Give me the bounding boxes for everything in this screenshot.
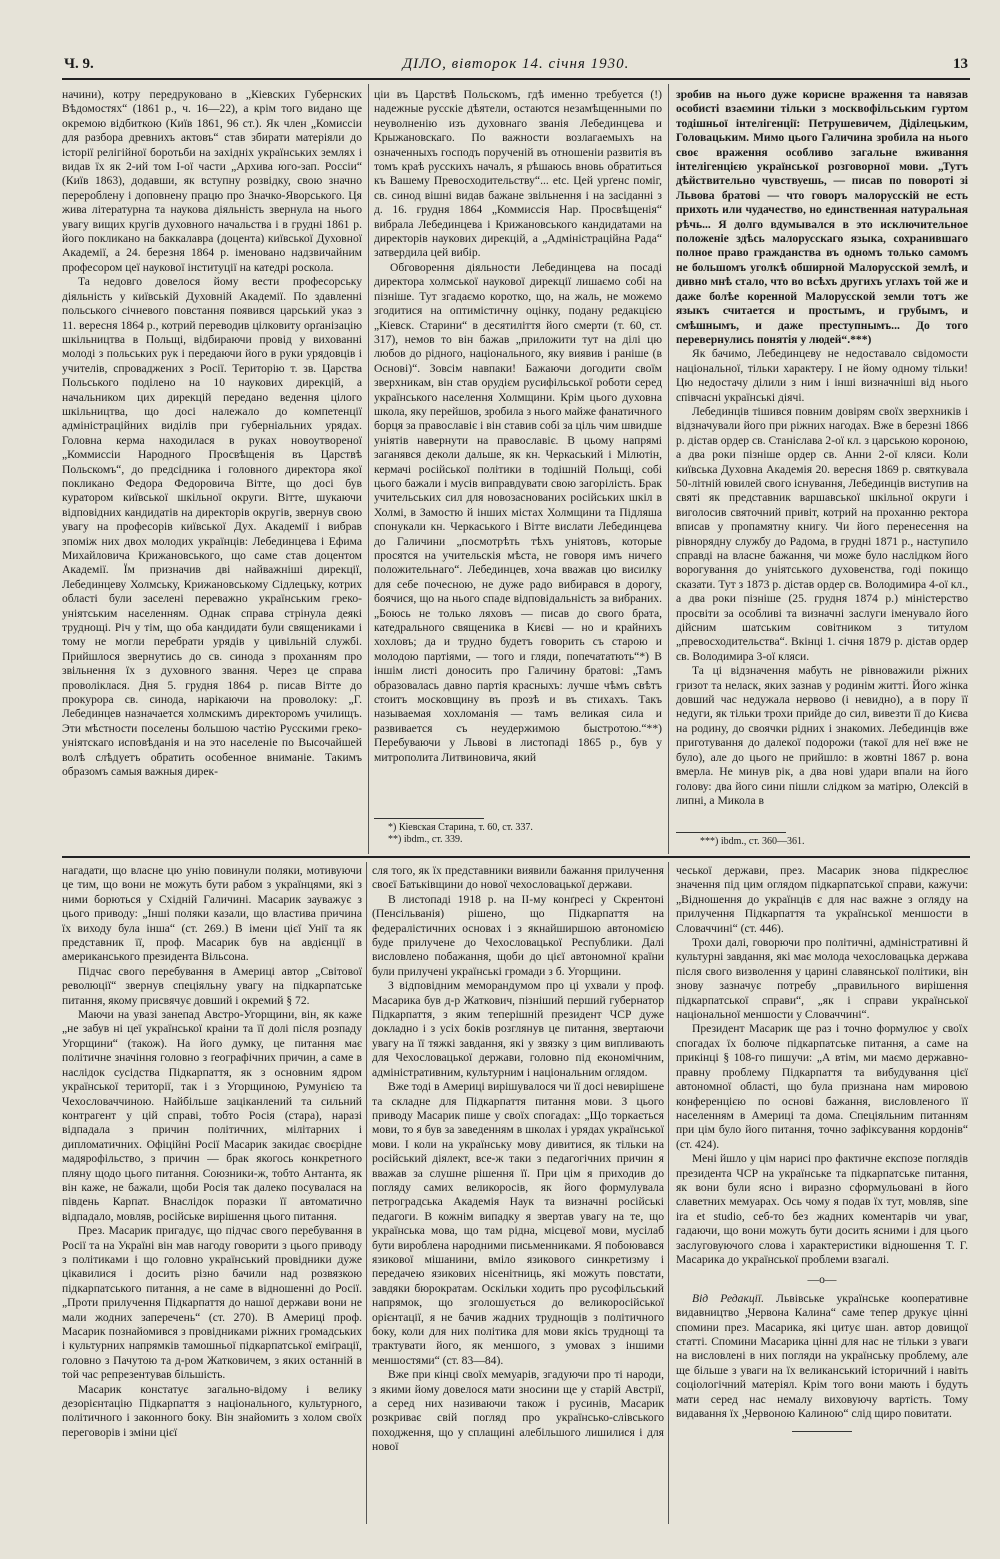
paragraph: Масарик констатує загально-відому і велику дезорієнтацію Підкарпаття з національного, культурного, політичного і законного боку. Він знайомить з холом своїх переговорів і зміни цієї (62, 1382, 362, 1439)
footnote-col3: ***) ibdm., ст. 360—361. (700, 836, 805, 847)
paragraph: Обговорення діяльности Лебединцева на посаді директора холмської наукової дирекції лишаємо собі на пізніше. Тут згадаємо коротко, що, на жаль, не можемо згодитися на оптимістичну оцінку, подану редакцією „Кіевск. Старини“ в десятиліття його смерти (т. 60, ст. 317), немов то він бажав „приложити тут на ділі цю любов до рідного, національного, яку виявив і раніше (в Основі)“. Зовсім навпаки! Бажаючи догодити своїм зверхникам, він став орудієм русифільської роботи серед українського населення Холмщини. Крім цього духовна школа, яку перейшов, зробила з нього майже фанатичного борця за православіє і він ставив собі за ціль чим швидше уніятів навернути на православіє. В цьому напрямі заганявся деколи дальше, як кн. Черкаський і Мілютін, кермачі російської політики в тодішній Польщі, собі цього бажали і мусів виправдувати свою загорілість. Брак учительських сил для новозаснованих російських шкіл в Холмі, в Замостю й інших містах Холмщини та Підляша спонукали кн. Черкаського і Вітте вислати Лебединцева до Галичини „посмотрѣть тѣхъ уніятовъ, которые просятся на учительскія мѣста, не говоря имъ ничего положительнаго“. Лебединцев, хоча вважав цю висилку для себе почесною, не дуже радо вибирався в дорогу, боячися, що на нього спаде відповідальність за вибраних. „Боюсь не только ляховъ — писав до свого брата, катедрального священика в Києві — но и крайнихъ хохловъ; да и трудно будетъ говорить съ старою и молодою партіями, — того и гляди, попечататють“*) В іншім листі доносить про Галичину братові: „Тамъ образовалась давно партія красныхъ: лучше чѣмъ свѣтъ стоитъ московщину въ прозѣ и въ стихахъ. Такъ называемая хохломанія — тамъ великая сила и развивается съ неудержимою быстротою.“**) Перебуваючи у Львові в листопаді 1865 р., був у митрополита Литвиновича, який (374, 260, 662, 764)
paragraph: зробив на нього дуже корисне враження та навязав особисті взаємини тільки з москвофільським гуртом тодішньої інтелігенції: Петрушевичем, Діділецьким, Головацьким. Мимо цього Галичина зробила на нього своє враження особливо загальне вживання інтелігенцією української розговорної мови. „Тутъ дѣйствительно чувствуешь, — писав по повороті зі Львова братові — что говоръ малорусскій не есть прихоть или чудачество, но единственная натуральная рѣчь... Я долго вдумывался в это исключительное положеніе здѣсь малорусскаго языка, сохранившаго полное право гражданства въ одномъ только самомъ не большомъ уголкѣ обширной Малорусской землѣ, и дивно мнѣ стало, что во всѣхъ другихъ углахъ той же и даже болѣе коренной Малорусской земли тотъ же языкъ считается и простымъ, и грубымъ, и смѣшнымъ, и даже преступнымъ... До того перевернулись понятія у людей“.***) (676, 88, 968, 346)
end-rule (792, 1431, 852, 1432)
paragraph: ціи въ Царствѣ Польскомъ, гдѣ именно требуется (!) надежные русскіе дѣятели, остаются незамѣщенными по неуволненію изъ духовнаго званія Лебединцева и Крыжановскаго. По важности возлагаемыхъ на означенныхъ господъ порученій въ отношеніи развитія въ томъ краѣ русскихъ началъ, я рѣшаюсь вновь обратиться къ Вашему Превосходительству“... etc. Цей урґенс поміг, св. синод вішні видав бажане звільнення і на засіданні з д. 16. грудня 1864 „Коммиссія Нар. Просвѣщенія“ вибрала Лебединцева і Крижановського кандидатами на директорів наукових дирекцій, а „Адміністраційна Рада“ затвердила цей вибір. (374, 88, 662, 260)
section-divider (62, 856, 970, 858)
footnote-rule (374, 818, 484, 819)
page-header (62, 56, 970, 80)
footnote: *) Кіевская Старина, т. 60, ст. 337. (388, 822, 533, 833)
paragraph: З відповідним меморандумом про ці ухвали у проф. Масарика був д-р Жаткович, пізніший перший губернатор Підкарпаття, з яким теперішній президент ЧСР дуже докладно і з усіх боків розглянув це питання, звертаючи увагу на її тяжкі завдання, які у звязку з цим випливають для Чехословацької держави, головно під економічним, адміністративним, культурним і національним оглядом. (372, 979, 664, 1079)
paragraph: Та ці відзначення мабуть не рівноважили ріжних гризот та неласк, яких зазнав у родинім житті. Його жінка довший час недужала нервово (і невидно), а в пору її недуги, як тільки трохи прийде до сил, вивезти її до Києва на родину, до своячки рідних і знакомих. Лебединців вже приготування до далекої подорожи (такої для неї вже не було), але до цього не прийшло: в жовтні 1867 р. вона вмерла. Не минув рік, а два нові удари впали на його голову: два його сини пішли слідком за матірю, Олексій в липні, а Микола в (676, 664, 968, 807)
editorial-note (676, 1292, 968, 1422)
bottom-column-3 (676, 864, 968, 1524)
footnote: **) ibdm., ст. 339. (388, 834, 463, 845)
section-ornament: —o— (807, 1273, 837, 1287)
paragraph: сля того, як їх представники виявили бажання прилучення своєї Батьківщини до нової чехословацької держави. (372, 864, 664, 892)
paragraph: Маючи на увазі занепад Австро-Угорщини, він, як каже „не забув ні цеї української краіни та її долі після розпаду Угорщини“ (також). На його думку, це питання має політичне значіння головно з ґеографічних причин, а саме в наслідок сусідства Підкарпаття, як з основним ядром української території, так і з Угорщиною, Румунією та Чехословаччиною. Найбільше заціканлений та сильний контрагент у цій справі, тобто Росія (стара), наразі відпадала з причин політичних, мілітарних і дипломатичних. Офіційні Росії Масарик закидає своєрідне мадярофільство, з причин — брак якогось конкретного пляну щодо цього питання. Союзники-ж, тобто Антанта, як він каже, не бажали, щоби Росія так далеко посувалася на південь Карпат. Внаслідок поразки її автоматично відпадало, мовляв, російське вирішення цього питання. (62, 1008, 362, 1223)
paragraph: Підчас свого перебування в Америці автор „Світової революції“ звернув спеціяльну увагу на підкарпатське питання, якому присвячує довший і окремий § 72. (62, 964, 362, 1007)
top-column-2 (374, 88, 662, 810)
paragraph: нагадати, що власне цю унію повинули поляки, мотивуючи це тим, що вони не можуть бути рабом з українцями, які з ними борються у Східній Галичині. Масарик зауважує з цього приводу: „Інші поляки казали, що властива причина їх виходу була інша“ (ст. 269.) В імени цієї Унії та як представник її, проф. Масарик був на авдієнції в американського президента Вільсона. (62, 864, 362, 964)
column-divider (366, 862, 367, 1524)
paragraph: През. Масарик пригадує, що підчас свого перебування в Росії та на Україні він мав нагоду говорити з цього приводу з політиками і що головно український провідники дуже цікавилися і досить різно бачили над розвязкою підкарпатського питання, а не саме в відношенні до Росії. „Проти прилучення Підкарпаття до нашої держави вони не мали жодних заперечень“ (ст. 270). В Америці проф. Масарик познайомився з провідниками ріжних громадських і культурних напрямків тамошньої підкарпатської еміґрації, головно з Пачутою та д-ром Жатковичем, з яких останній в той час репрезентував більшість. (62, 1224, 362, 1382)
paragraph: В листопаді 1918 р. на ІІ-му конґресі у Скрентоні (Пенсільванія) рішено, що Підкарпаття на федералістичних основах і з якнайширшою автономією буде прилучене до Чехословацької Республики. Далі висловлено побажання, щоби до цієї автономної країни були прилучені українські громади з б. Угорщини. (372, 892, 664, 978)
paragraph: Лебединців тішився повним довірям своїх зверхників і відзначували його при ріжних нагодах. Вже в березні 1866 р. дістав ордер св. Станіслава 2-ої кл. з царською короною, а два роки пізніше ордер св. Анни 2-ої кляси. Коли київська Духовна Академія 20. вересня 1869 р. святкувала 50-літній ювилей свого існування, Лебединців виступив на святі як представник варшавської шкільної округи і виголосив святочний привіт, котрий на проханню ректора вписав у пропамятну книгу. Чи його перенесення на рівнорядну службу до Радома, в грудні 1871 р., наступило справді на власне бажання, чи може було наслідком його ворогування до уніятського духовенства, годі покищо сказати. Тут з 1873 р. дістав ордер св. Володимира 4-ої кл., а два роки пізніше (25. грудня 1874 р.) міністерство просвіти за особливі та визначні заслуги іменувало його дійсним шатським совітником з титулом „превосходительства“. Вкінці 1. січня 1879 р. дістав ордер св. Володимира 3-ої кляси. (676, 404, 968, 663)
paragraph: Вже при кінці своїх мемуарів, згадуючи про ті народи, з якими йому довелося мати зносини ще у старій Австрії, а серед них називаючи також і русинів, Масарик розкриває свій погляд про українсько-слівського походження, що у сплащині алебільшого лишилися і для нової (372, 1368, 664, 1454)
paragraph: Трохи далі, говорючи про політичні, адміністративні й культурні завдання, які має молода чехословацька держава після свого визволення у царині славянської політики, він знову зазначує потребу „правильного вирішення підкарпатської справи“, „як і справи української національної меншости у Словаччині“. (676, 936, 968, 1022)
masthead-title: ДІЛО, вівторок 14. січня 1930. (402, 56, 630, 72)
column-divider (668, 862, 669, 1524)
bottom-column-2 (372, 864, 664, 1524)
paragraph: Мені йшло у цім нарисі про фактичне експозе поглядів президента ЧСР на українське та підкарпатське питання, як вони були ясно і виразно сформульовані в його славетних мемуарах. Ось чому я подав їх тут, мовляв, sine ira et studio, себ-то без жадних коментарів чи уваг, гадаючи, що вони можуть бути досить ясними і для цього заслуговуючого слова і характеристики відношення Т. Г. Масарика до української проблеми взагалі. (676, 1152, 968, 1266)
paragraph: Вже тоді в Америці вирішувалося чи її досі невирішене та складне для Підкарпаття питання мови. З цього приводу Масарик пише у своїх спогадах: „Що торкається мови, то я був за заведенням в школах і урядах української мови. І коли на українську мову дивитися, як тільки на російський діялект, все-ж таки з педагогічних причин я вважав за слушне рішення її. При цім я приходив до погляду самих великоросів, як його формулувала петроградська Академія Наук та визначні російські педагоги. В кожнім випадку я звертав увагу на те, що українська мова, що там рідна, місцевої мови, мусілаб бути вироблена народними письменниками. Я побоювався язикової мішанини, вміло язикового синкретизму і передачею язикових нісенітниць, які можуть повстати, завдяки бюрократам. Оскільки ходить про русофільський напрямок, що зголошується до великоросійської орієнтації, я не бачив жадних труднощів з політичного боку, коли для них політика для мови якісь труднощі та трактувати його, як меншого, з умовах з іншими меншостями“ (ст. 83—84). (372, 1080, 664, 1367)
page-number: 13 (953, 56, 968, 72)
editorial-lead: Від Редакції. (692, 1291, 765, 1305)
paragraph: Як бачимо, Лебединцеву не недоставало свідомости національної, тільки характеру. І не йому одному тільки! Цю недостачу ділили з ним і інші визначніші від нього співчасні українські діячі. (676, 347, 968, 404)
footnotes-col2 (388, 822, 658, 846)
column-divider (368, 84, 369, 854)
paragraph: начини), котру передруковано в „Кіевских Губернских Вѣдомостях“ (1861 р., ч. 16—22), а крім того видано ще окремою відбиткою (Київ 1861, 96 ст.). Як член „Комиссіи для разбора древнихъ актовъ“ став збирати матеріяли до історії релігійної боротьби на західніх українських землях і видав їх як 2-ий том І-ої части „Архива юго-зап. Россіи“ (Київ 1863), додавши, як вступну розвідку, свою значно перероблену і доповнену працю про Значко-Яворського. Ця жива літературна та наукова діяльність звернула на нього увагу вищих кругів духовного начальства і в грудні 1861 р. його покликано на баккалавра (доцента) київської Духовної Академії, а 24. березня 1864 р. іменовано надзвичайним професором цеї наукової інституції на катедрі роскола. (62, 88, 362, 274)
paragraph: чеської держави, през. Масарик знова підкреслює значення під цим оглядом підкарпатської справи, кажучи: „Відношення до українців є для нас важне з огляду на прилучення Підкарпаття та української меншости в Словаччині“ (ст. 446). (676, 864, 968, 935)
footnote-rule (676, 832, 786, 833)
bottom-column-1 (62, 864, 362, 1524)
column-divider (668, 84, 669, 854)
editorial-text: Львівське українське кооперативне видавництво „Червона Калина“ саме тепер друкує цінні спомини през. Масарика, які цитує шан. автор довищої статті. Спомини Масарика цінні для нас не тільки з уваги на висловлені в них погляди на українську проблему, але ще більше з уваги на їх великанський історичний і навіть соціологічний матеріял. Крім того вони мають і будуть мати серед нас немалу виховуючу вартість. Тому видавання їх „Червоною Калиною“ слід щиро повитати. (676, 1291, 968, 1421)
paragraph: Президент Масарик ще раз і точно формулює у своїх спогадах їх болюче підкарпатське питання, а саме на прикінці § 108-го пишучи: „А втім, ми маємо державно-правну проблему Підкарпаття та вибудування цієї автономної області, що була признана нам мировою конференцією по основі бажання, висловленого її населенням в Америці та дома. Спеціяльним питанням при цім було його питання, точно зафіксування кордонів“ (ст. 424). (676, 1022, 968, 1151)
top-column-1 (62, 88, 362, 848)
issue-number: Ч. 9. (64, 56, 94, 72)
top-column-3 (676, 88, 968, 828)
paragraph: Та недовго довелося йому вести професорську діяльність у київській Духовній Академії. По здавленні польського січневого повстання появився царський указ з 11. вересня 1864 р., котрий переводив цілковиту орґанізацію шкільництва в Польщі, відбираючи провід у вихованні молоді з польських рук і передаючи його в руки урядовців і учителів, спроваджених з Росії. Територію т. зв. Царства Польського поділено на 10 наукових дирекцій, а начальником цих дирекцій передано ведення цілого шкільництва, що досі належало до компетенції адміністраційних виділів при губерніальних урядах. Головна керма находилася в руках новоутвореної „Коммиссіи Народного Просвѣщенія въ Царствѣ Польскомъ“, до предсідника і головного директора якої покликано Федора Федоровича Вітте, що досі був куратором київської шкільної округи. Вітте, шукаючи відповідних кандидатів на директорів округів, звернув свою увагу на професорів київської Дух. Академії і вибрав зпоміж них двох молодих українців: Лебединцева і Ефима Михайловича Крижановського, що саме став доцентом Академії. Їм призначив дві найважніші дирекції, Лебединцеву Холмську, Крижановському Сідлецьку, котрих області були заселені переважно українським греко-уніятським населенням. Однак справа стрінула деякі труднощі. Річ у тім, що оба кандидати були священиками і тому не могли перебрати урядів у цивільній службі. Прийшлося звернутись до св. синода з проханням про звільнення їх з духовного звання. Через це справа проволіклася. Дня 5. грудня 1864 р. писав Вітте до прокурора св. синода, нарікаючи на проволоку: „Г. Лебединцев назначается холмскимъ директоромъ училищъ. Эти мѣстности поселены большою частію Русскими греко-уніятскаго исповѣданія и на это населеніе по Высочайшей волѣ слѣдуетъ обратить особенное вниманіе. Такимъ образомъ самыя важныя дирек- (62, 275, 362, 779)
